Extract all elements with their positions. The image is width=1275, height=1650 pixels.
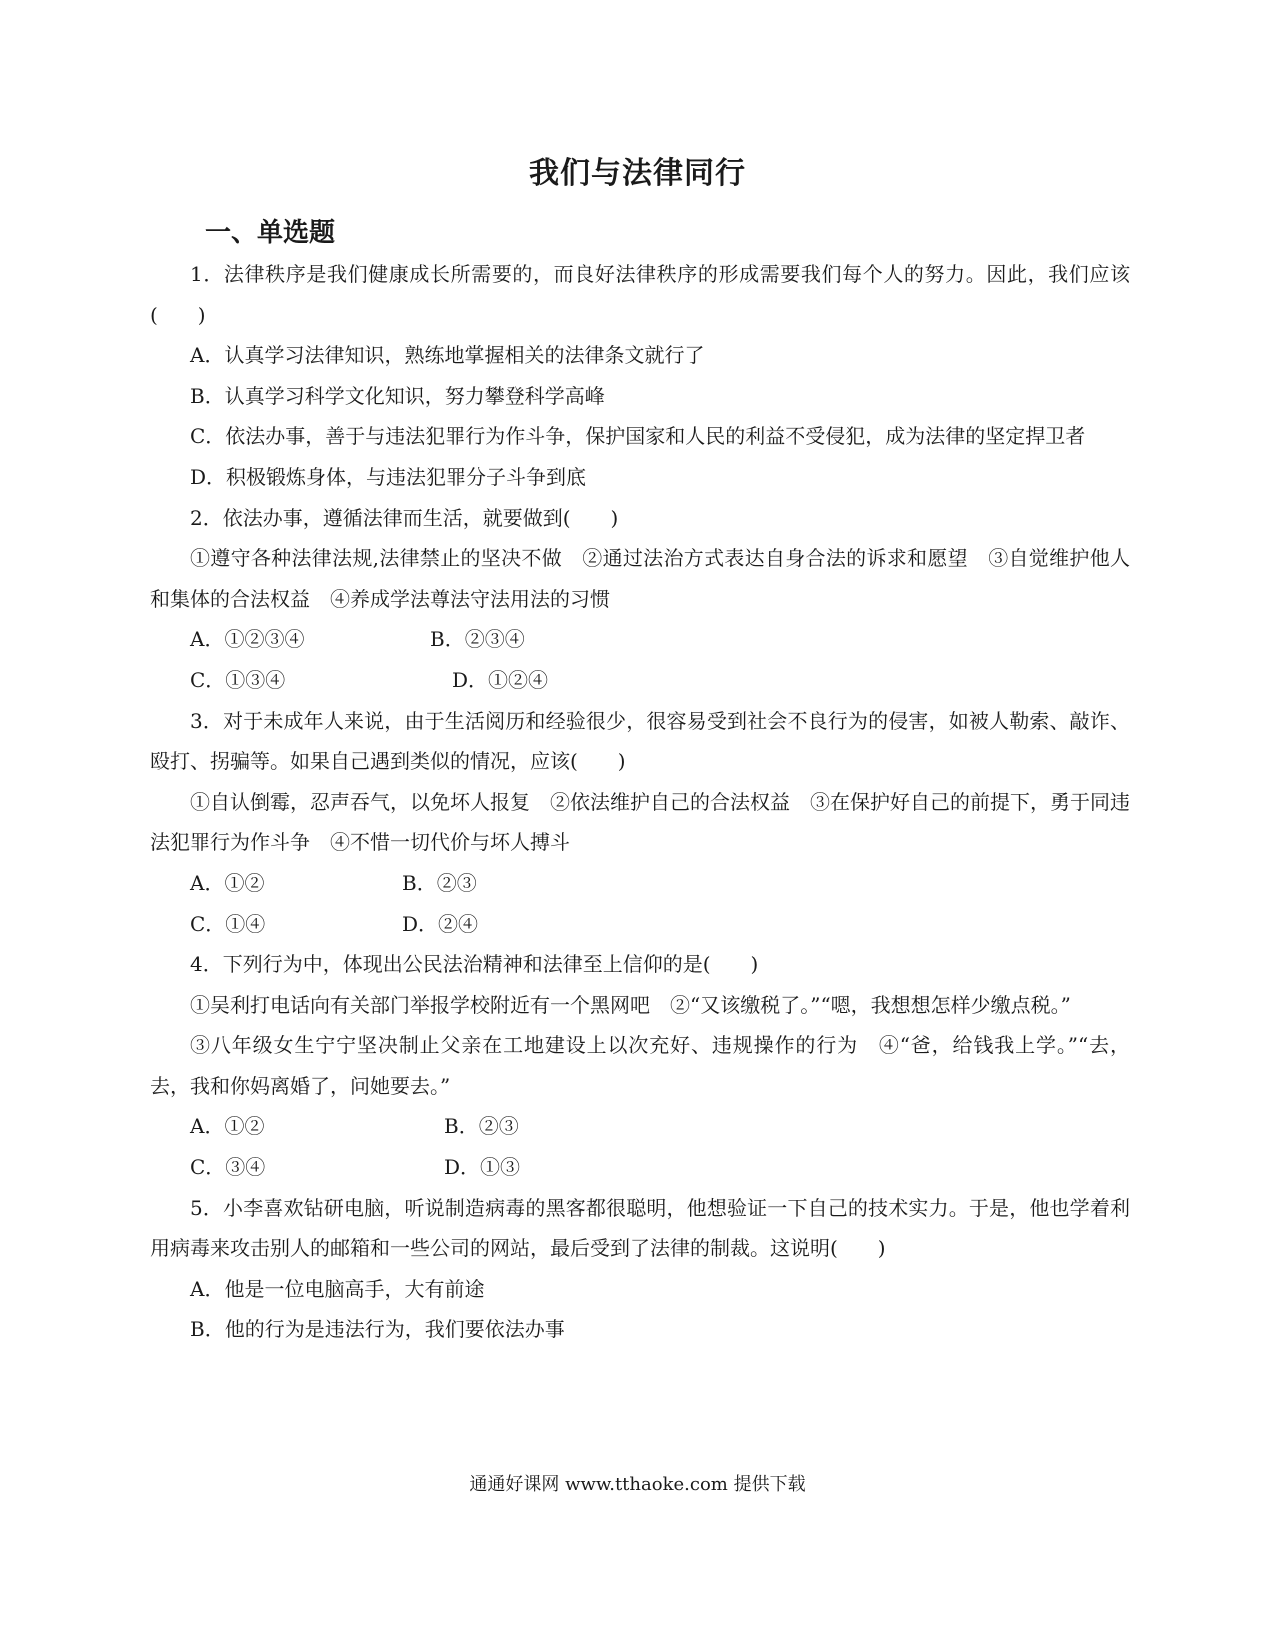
question-2-stem: 2．依法办事，遵循法律而生活，就要做到( ) (190, 505, 619, 530)
question-2-option-a: A．①②③④ (190, 627, 305, 652)
question-2-option-b: B．②③④ (430, 627, 525, 652)
question-4-option-d: D．①③ (444, 1155, 521, 1180)
question-4-option-b: B．②③ (444, 1114, 519, 1139)
question-3-option-c: C．①④ (190, 911, 266, 936)
question-1-stem: 1．法律秩序是我们健康成长所需要的，而良好法律秩序的形成需要我们每个人的努力。因此，我们应该( ) (150, 262, 1130, 327)
question-1-option-a: A．认真学习法律知识，熟练地掌握相关的法律条文就行了 (190, 343, 705, 368)
question-1-option-b: B．认真学习科学文化知识，努力攀登科学高峰 (190, 383, 605, 408)
question-2-option-c: C．①③④ (190, 667, 286, 692)
question-4-options-cd (150, 1147, 1130, 1188)
question-list (150, 254, 1130, 1350)
question-1-option-c: C．依法办事，善于与违法犯罪行为作斗争，保护国家和人民的利益不受侵犯，成为法律的坚定捍卫者 (190, 424, 1086, 449)
question-3-option-d: D．②④ (402, 911, 479, 936)
question-3-option-a: A．①② (190, 870, 265, 895)
question-3-items: ①自认倒霉，忍声吞气，以免坏人报复 ②依法维护自己的合法权益 ③在保护好自己的前提下，勇于同违法犯罪行为作斗争 ④不惜一切代价与坏人搏斗 (150, 789, 1130, 855)
question-5-stem: 5．小李喜欢钻研电脑，听说制造病毒的黑客都很聪明，他想验证一下自己的技术实力。于是，他也学着利用病毒来攻击别人的邮箱和一些公司的网站，最后受到了法律的制裁。这说明( ) (150, 1195, 1130, 1261)
question-4-option-a: A．①② (190, 1114, 265, 1139)
question-4-options-ab (150, 1106, 1130, 1147)
question-4-items-2: ③八年级女生宁宁坚决制止父亲在工地建设上以次充好、违规操作的行为 ④“爸，给钱我上学。”“去，去，我和你妈离婚了，问她要去。” (150, 1033, 1130, 1098)
question-2-options-ab (150, 619, 1130, 660)
question-4-items-1: ①吴利打电话向有关部门举报学校附近有一个黑网吧 ②“又该缴税了。”“嗯，我想想怎样少缴点税。” (190, 992, 1071, 1017)
question-5-option-a: A．他是一位电脑高手，大有前途 (190, 1276, 485, 1301)
question-3-options-cd (150, 904, 1130, 945)
question-3-option-b: B．②③ (402, 870, 477, 895)
question-3-stem: 3．对于未成年人来说，由于生活阅历和经验很少，很容易受到社会不良行为的侵害，如被人勒索、敲诈、殴打、拐骗等。如果自己遇到类似的情况，应该( ) (150, 708, 1130, 774)
question-4-stem: 4．下列行为中，体现出公民法治精神和法律至上信仰的是( ) (190, 952, 759, 977)
question-2-options-cd (150, 660, 1130, 701)
question-1-option-d: D．积极锻炼身体，与违法犯罪分子斗争到底 (190, 464, 587, 489)
question-2-items: ①遵守各种法律法规,法律禁止的坚决不做 ②通过法治方式表达自身合法的诉求和愿望 ③自觉维护他人和集体的合法权益 ④养成学法尊法守法用法的习惯 (150, 546, 1130, 611)
question-2-option-d: D．①②④ (452, 667, 549, 692)
section-heading: 一、单选题 (205, 218, 336, 248)
question-5-option-b: B．他的行为是违法行为，我们要依法办事 (190, 1317, 565, 1342)
page-footer: 通通好课网 www.tthaoke.com 提供下载 (469, 1474, 806, 1495)
question-3-options-ab (150, 863, 1130, 904)
question-4-option-c: C．③④ (190, 1155, 266, 1180)
page-title: 我们与法律同行 (529, 156, 746, 191)
